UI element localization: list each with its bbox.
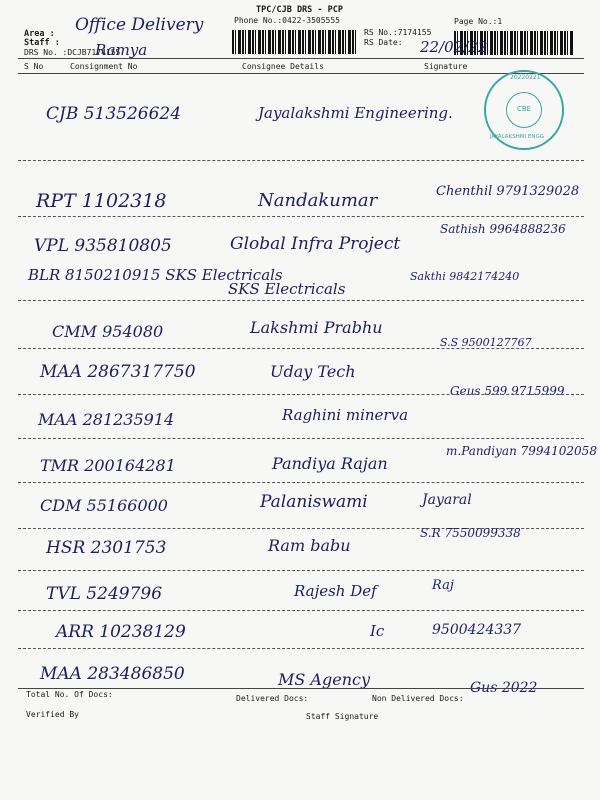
signature: Geus 599 9715999 <box>450 384 565 398</box>
consignment-no: HSR 2301753 <box>46 538 167 558</box>
consignee-name: Nandakumar <box>258 190 378 211</box>
consignee-name: Raghini minerva <box>282 406 409 424</box>
signature: Sakthi 9842174240 <box>410 270 520 283</box>
consignment-no: TVL 5249796 <box>46 584 163 604</box>
col-signature: Signature <box>424 62 468 71</box>
stamp-date: 20220221 <box>510 74 541 81</box>
rs-date-label: RS Date: <box>364 38 403 47</box>
consignment-no: CJB 513526624 <box>46 104 182 124</box>
non-delivered-docs-label: Non Delivered Docs: <box>372 694 464 703</box>
row-divider <box>18 300 584 301</box>
header-rule-top <box>18 58 584 59</box>
row-divider <box>18 648 584 649</box>
consignment-no: CMM 954080 <box>52 322 164 341</box>
signature: Raj <box>432 578 454 593</box>
consignment-no: BLR 8150210915 SKS Electricals <box>28 266 283 284</box>
consignee-name: Pandiya Rajan <box>272 454 388 473</box>
row-divider <box>18 482 584 483</box>
consignment-no: RPT 1102318 <box>36 190 167 212</box>
stamp-center: CBE <box>506 92 542 128</box>
signature: Jayaral <box>422 492 472 508</box>
document-title: TPC/CJB DRS - PCP <box>256 5 343 15</box>
signature: S.S 9500127767 <box>440 336 532 349</box>
handwritten-area: Office Delivery <box>75 15 204 35</box>
rs-number: RS No.:7174155 <box>364 28 432 37</box>
signature: m.Pandiyan 7994102058 <box>446 444 597 458</box>
consignment-no: MAA 283486850 <box>40 664 185 684</box>
row-divider <box>18 394 584 395</box>
drs-number: DRS No. :DCJB7174155 <box>24 48 121 57</box>
row-divider <box>18 610 584 611</box>
signature: Chenthil 9791329028 <box>436 184 580 199</box>
consignee-name: Palaniswami <box>260 492 368 512</box>
handwritten-staff: Ramya <box>95 41 148 59</box>
staff-label: Staff : <box>24 38 60 48</box>
consignee-name: SKS Electricals <box>228 280 346 298</box>
delivered-docs-label: Delivered Docs: <box>236 694 309 703</box>
handwritten-date: 22/02/22 <box>420 38 488 56</box>
row-divider <box>18 160 584 161</box>
consignee-name: Lakshmi Prabhu <box>250 318 383 337</box>
consignment-no: CDM 55166000 <box>40 496 168 515</box>
consignment-no: MAA 2867317750 <box>40 362 196 382</box>
consignee-name: Jayalakshmi Engineering. <box>258 104 453 122</box>
consignee-name: Ic <box>370 622 385 640</box>
signature: Gus 2022 <box>470 680 538 696</box>
company-stamp <box>484 70 564 150</box>
header-rule-bottom <box>18 73 584 74</box>
footer-rule <box>18 688 584 689</box>
barcode-left <box>232 30 358 54</box>
col-consignment: Consignment No <box>70 62 138 71</box>
consignee-name: Rajesh Def <box>294 582 377 600</box>
verified-by-label: Verified By <box>26 710 79 719</box>
consignment-no: VPL 935810805 <box>34 236 172 256</box>
row-divider <box>18 438 584 439</box>
page-number: Page No.:1 <box>454 17 503 26</box>
consignment-no: ARR 10238129 <box>56 622 186 642</box>
total-docs-label: Total No. Of Docs: <box>26 690 113 699</box>
consignee-name: MS Agency <box>278 670 370 689</box>
row-divider <box>18 348 584 349</box>
col-consignee: Consignee Details <box>242 62 324 71</box>
consignee-name: Ram babu <box>268 536 351 555</box>
staff-signature-label: Staff Signature <box>306 712 379 721</box>
signature: Sathish 9964888236 <box>440 222 566 236</box>
col-sno: S No <box>24 62 44 71</box>
consignment-no: MAA 281235914 <box>38 410 175 429</box>
consignee-name: Uday Tech <box>270 362 356 381</box>
consignment-no: TMR 200164281 <box>40 456 176 475</box>
row-divider <box>18 216 584 217</box>
stamp-ring-text: JAYALAKSHMI ENGG <box>490 134 544 140</box>
signature: S.R 7550099338 <box>420 526 521 540</box>
signature: 9500424337 <box>432 622 522 638</box>
consignee-name: Global Infra Project <box>230 234 401 254</box>
area-label: Area : <box>24 29 55 39</box>
row-divider <box>18 570 584 571</box>
phone-number: Phone No.:0422-3505555 <box>234 16 340 25</box>
